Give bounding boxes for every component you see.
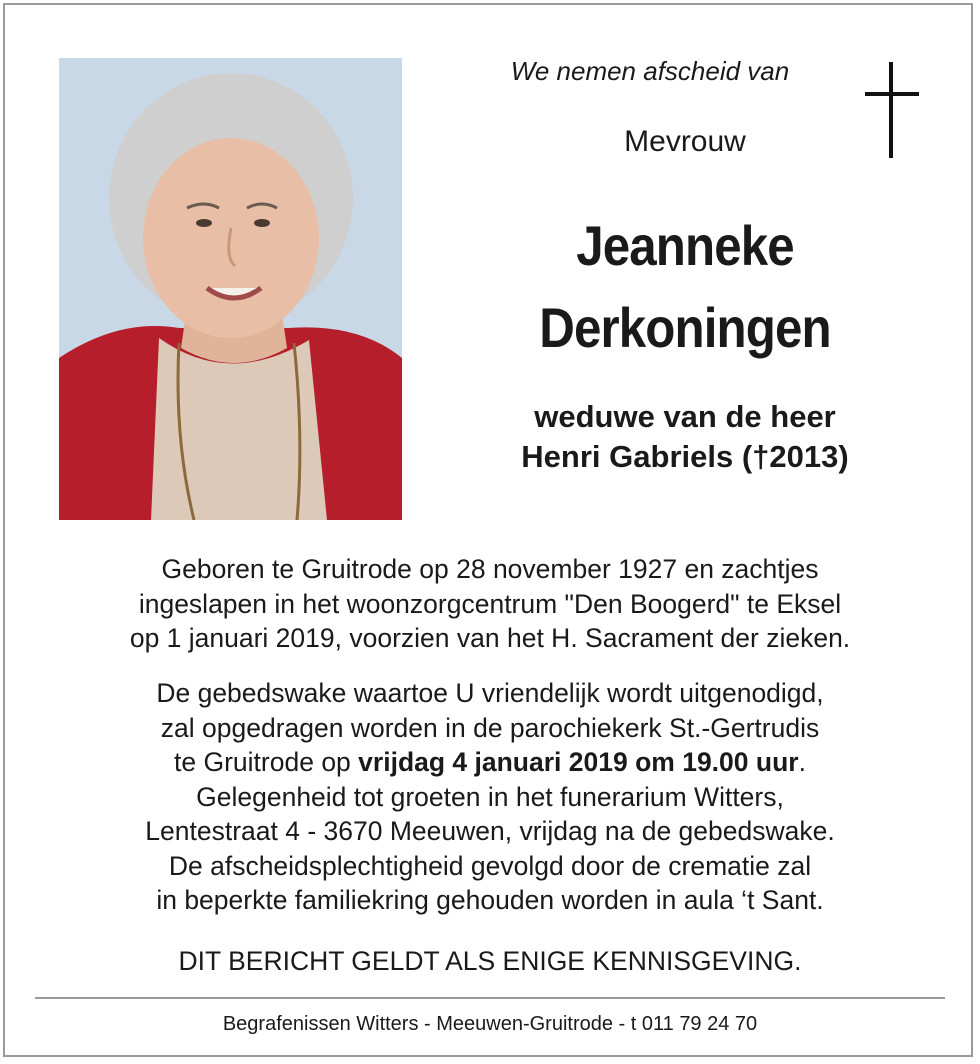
- service-line-3-suffix: .: [798, 747, 806, 777]
- birth-death-paragraph: [30, 552, 950, 656]
- widow-line-2: Henri Gabriels (†2013): [521, 439, 849, 474]
- service-date-time: vrijdag 4 januari 2019 om 19.00 uur: [358, 747, 799, 777]
- footer-divider: [35, 997, 945, 999]
- funeral-home-footer: Begrafenissen Witters - Meeuwen-Gruitrode - t 011 79 24 70: [222, 1013, 758, 1035]
- service-line-3: [30, 745, 950, 780]
- widow-of: [440, 397, 930, 477]
- service-paragraph: [30, 676, 950, 918]
- intro-text: We nemen afscheid van: [510, 56, 790, 86]
- first-name: Jeanneke: [576, 214, 794, 277]
- honorific: Mevrouw: [624, 125, 746, 158]
- portrait-illustration: [59, 58, 402, 520]
- portrait-photo: [59, 58, 402, 520]
- widow-line-1: weduwe van de heer: [534, 399, 836, 434]
- birth-line-3: op 1 januari 2019, voorzien van het H. Sacrament der zieken.: [129, 623, 851, 653]
- birth-line-1: Geboren te Gruitrode op 28 november 1927 en zachtjes: [161, 554, 819, 584]
- service-line-3-prefix: te Gruitrode op: [174, 747, 359, 777]
- service-line-1: De gebedswake waartoe U vriendelijk wordt uitgenodigd,: [156, 678, 824, 708]
- service-line-6: De afscheidsplechtigheid gevolgd door de crematie zal: [168, 850, 812, 881]
- last-name: Derkoningen: [539, 296, 831, 359]
- cross-icon: [862, 62, 922, 158]
- service-line-7: in beperkte familiekring gehouden worden in aula ‘t Sant.: [156, 885, 824, 915]
- notice-text: DIT BERICHT GELDT ALS ENIGE KENNISGEVING.: [178, 946, 802, 976]
- service-line-4: Gelegenheid tot groeten in het funerarium Witters,: [196, 781, 784, 812]
- deceased-name: [469, 205, 900, 369]
- service-line-5: Lentestraat 4 - 3670 Meeuwen, vrijdag na de gebedswake.: [145, 816, 835, 846]
- service-line-2: zal opgedragen worden in de parochiekerk St.-Gertrudis: [160, 712, 820, 743]
- birth-line-2: ingeslapen in het woonzorgcentrum "Den Boogerd" te Eksel: [138, 588, 842, 619]
